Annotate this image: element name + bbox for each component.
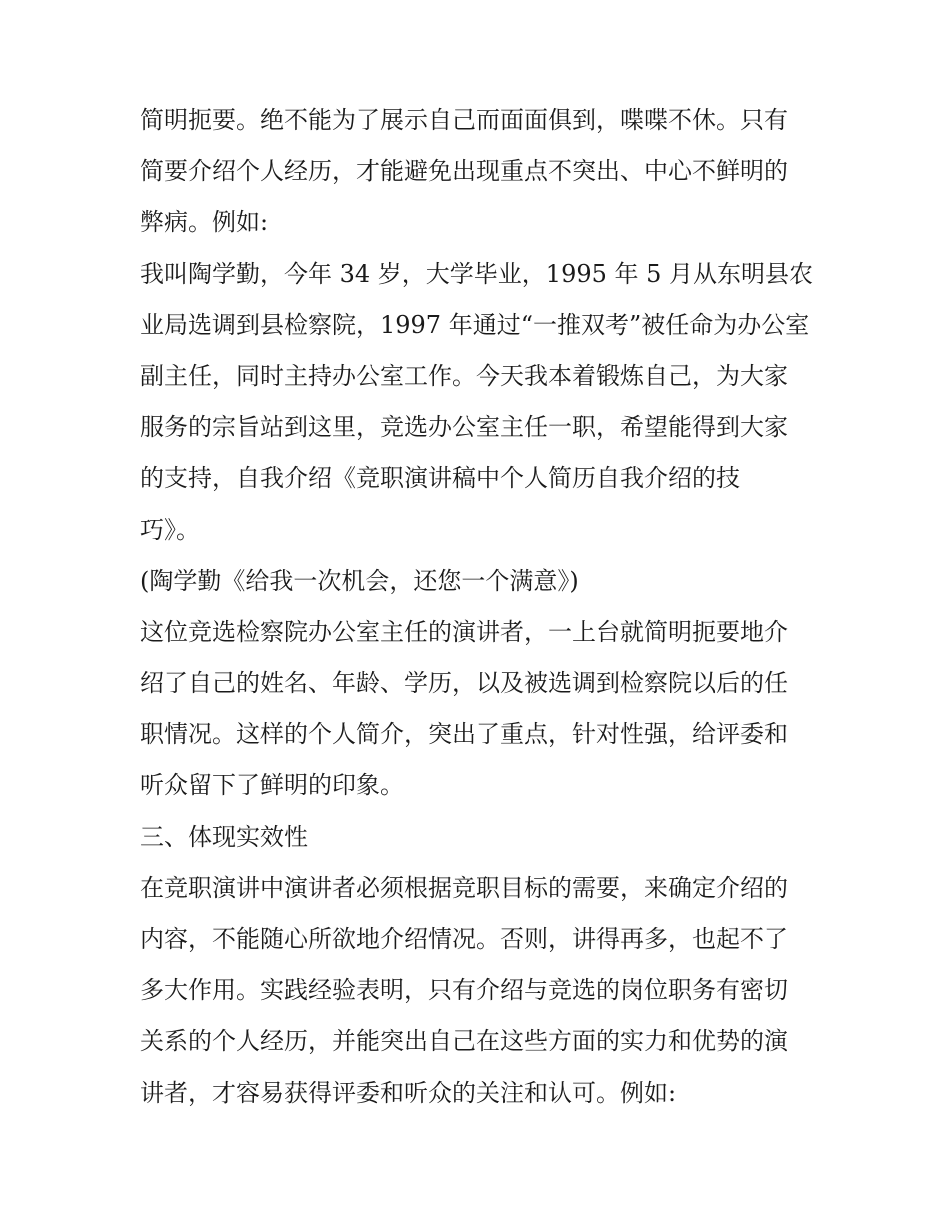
text-line: 巧》。 (140, 515, 200, 544)
text-line: 多大作用。实践经验表明，只有介绍与竞选的岗位职务有密切 (140, 976, 788, 1005)
text-line: 听众留下了鲜明的印象。 (140, 771, 404, 800)
citation-line: (陶学勤《给我一次机会，还您一个满意》) (140, 566, 579, 595)
text-line: 简明扼要。绝不能为了展示自己而面面俱到，喋喋不休。只有 (140, 106, 788, 134)
text-line: 内容，不能随心所欲地介绍情况。否则，讲得再多，也起不了 (140, 925, 788, 953)
document-body (140, 108, 812, 1132)
section-heading: 三、体现实效性 (140, 822, 308, 851)
text-line: 绍了自己的姓名、年龄、学历，以及被选调到检察院以后的任 (140, 669, 788, 698)
text-line: 业局选调到县检察院，1997 年通过“一推双考”被任命为办公室 (140, 310, 810, 339)
text-line: 简要介绍个人经历，才能避免出现重点不突出、中心不鲜明的 (140, 157, 788, 186)
text-line: 副主任，同时主持办公室工作。今天我本着锻炼自己，为大家 (140, 361, 788, 390)
text-line: 在竞职演讲中演讲者必须根据竞职目标的需要，来确定介绍的 (140, 873, 788, 902)
text-line: 职情况。这样的个人简介，突出了重点，针对性强，给评委和 (140, 720, 788, 749)
text-line: 我叫陶学勤，今年 34 岁，大学毕业，1995 年 5 月从东明县农 (140, 259, 814, 288)
text-line: 这位竞选检察院办公室主任的演讲者，一上台就简明扼要地介 (140, 617, 788, 646)
text-line: 关系的个人经历，并能突出自己在这些方面的实力和优势的演 (140, 1027, 788, 1056)
text-line: 弊病。例如: (140, 208, 269, 237)
text-line: 讲者，才容易获得评委和听众的关注和认可。例如: (140, 1078, 677, 1107)
text-line: 服务的宗旨站到这里，竞选办公室主任一职，希望能得到大家 (140, 413, 788, 442)
text-line: 的支持，自我介绍《竞职演讲稿中个人简历自我介绍的技 (140, 464, 740, 493)
